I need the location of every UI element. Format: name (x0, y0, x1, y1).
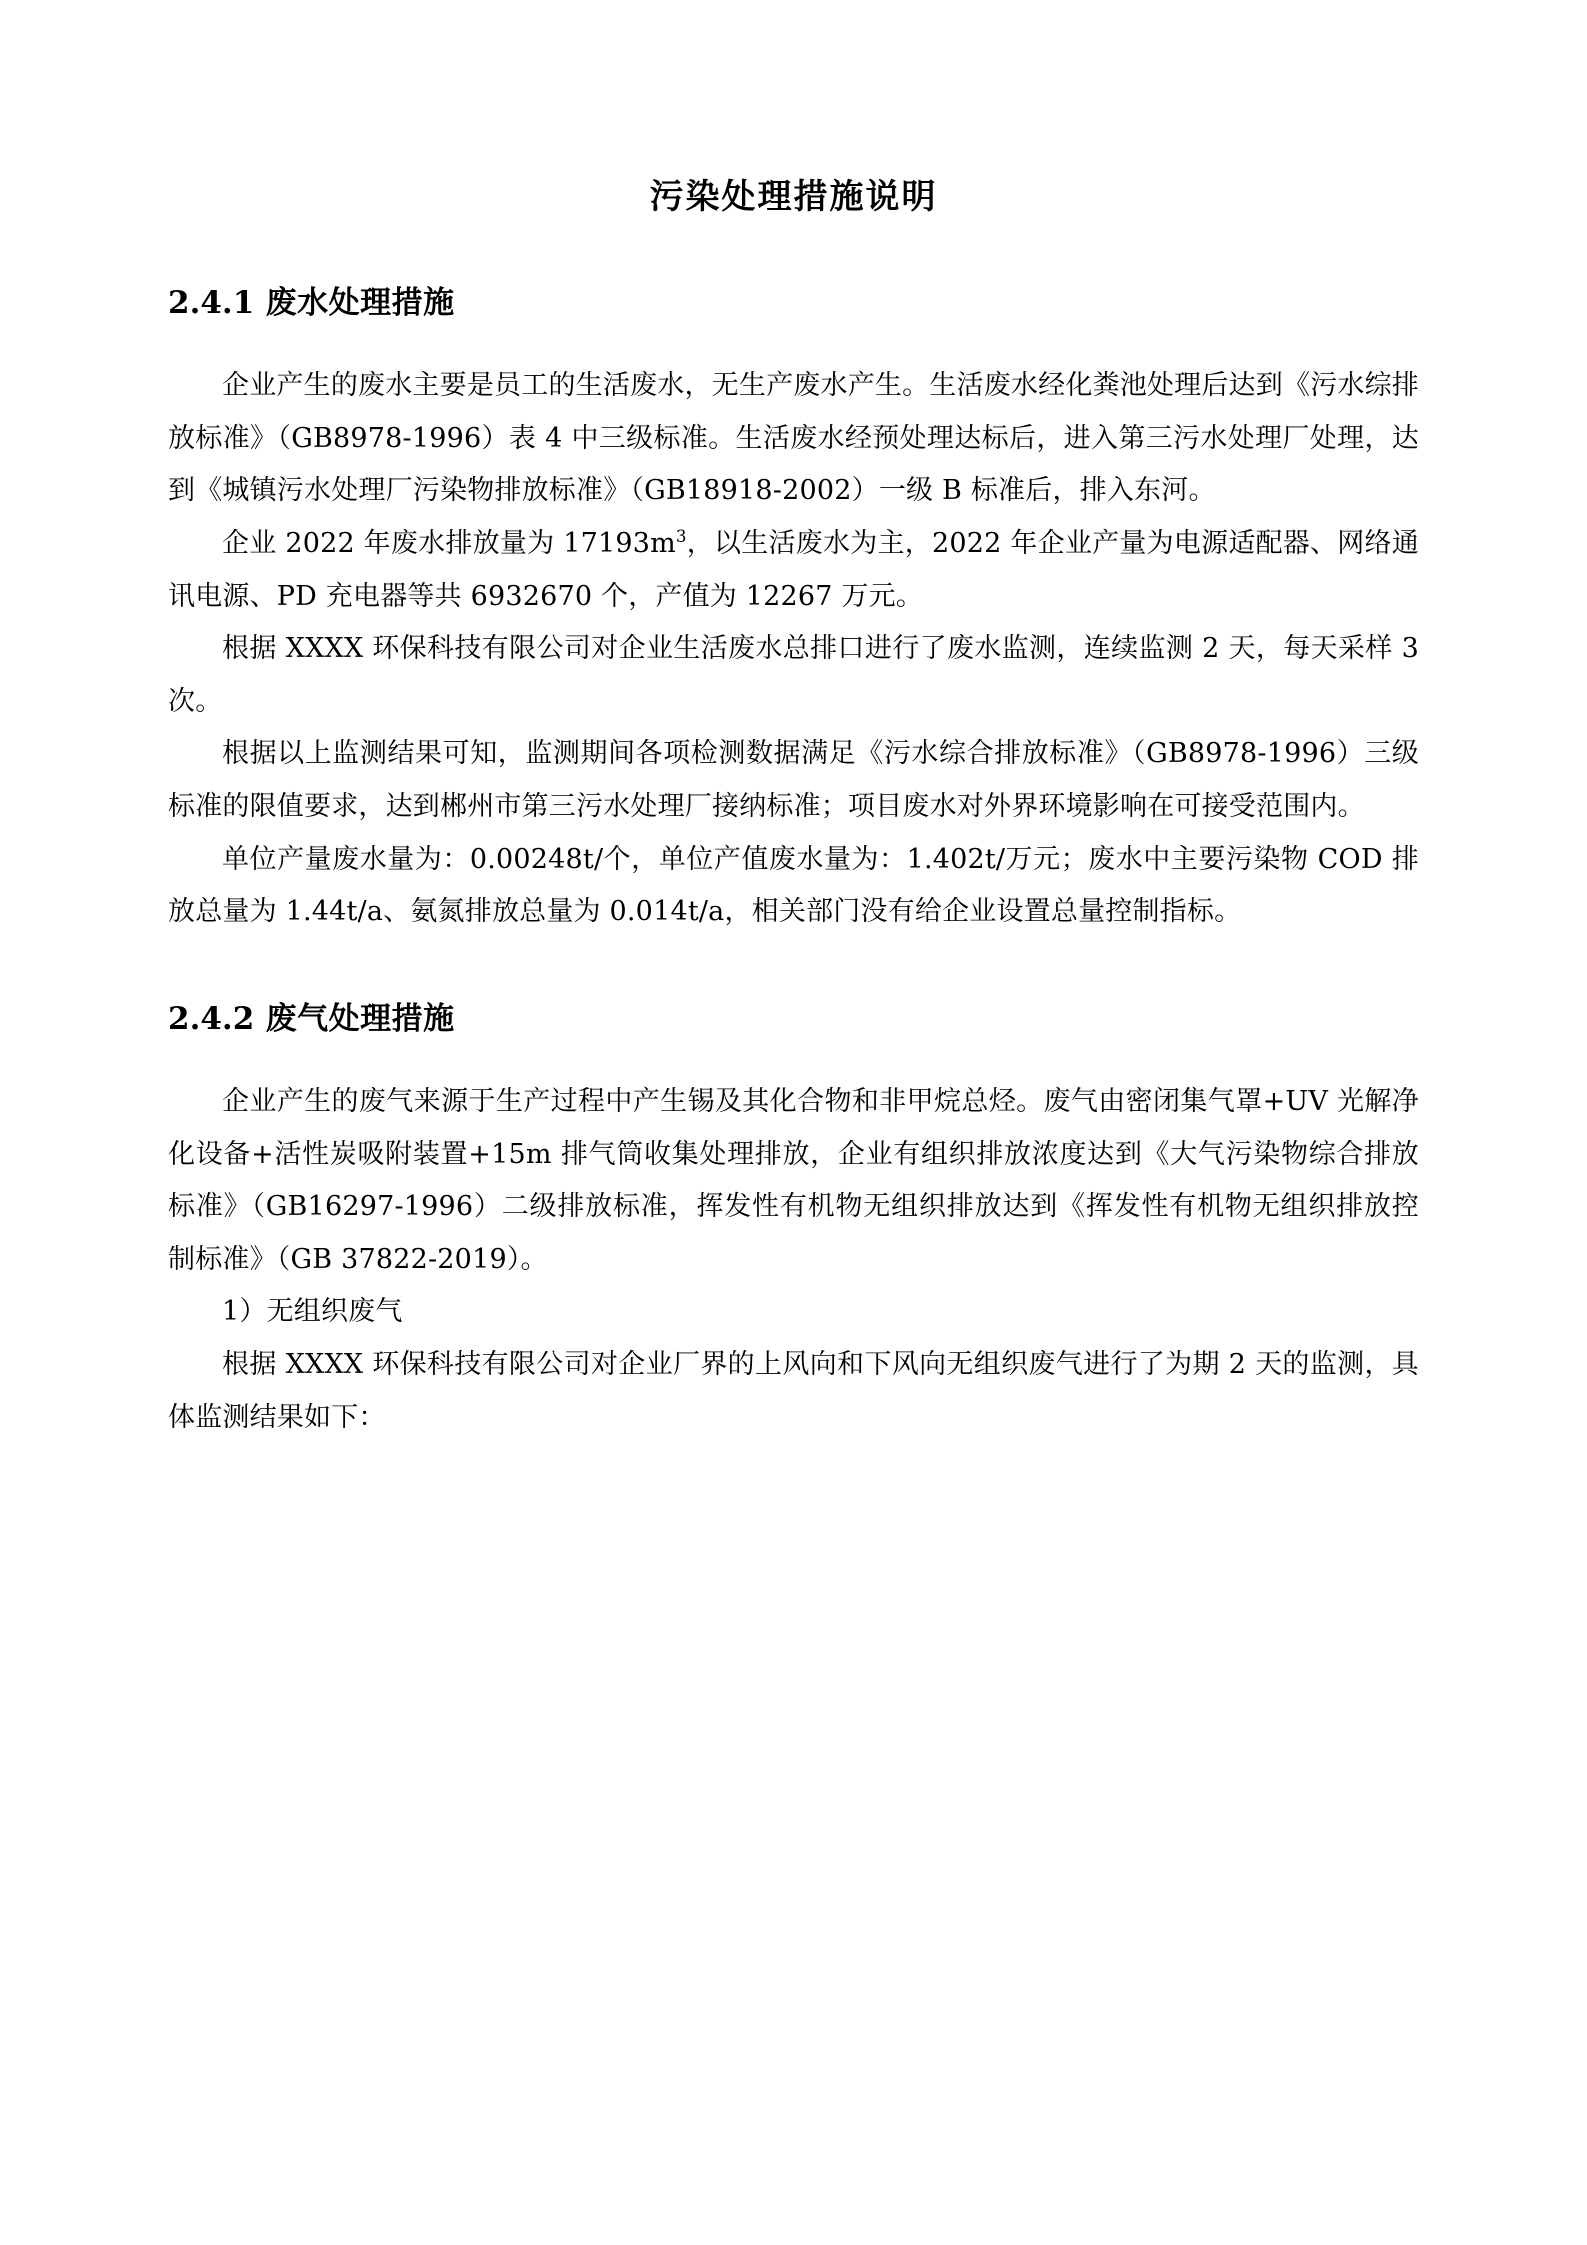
cubic-meter-exponent: 3 (675, 525, 687, 546)
paragraph-wastewater-results: 根据以上监测结果可知，监测期间各项检测数据满足《污水综合排放标准》（GB8978-1996）三级标准的限值要求，达到郴州市第三污水处理厂接纳标准；项目废水对外界环境影响在可接受范围内。 (168, 738, 1419, 823)
paragraph-fugitive-gas-monitoring: 根据 XXXX 环保科技有限公司对企业厂界的上风向和下风向无组织废气进行了为期 2 天的监测，具体监测结果如下： (168, 1349, 1419, 1433)
paragraph-wastewater-monitoring: 根据 XXXX 环保科技有限公司对企业生活废水总排口进行了废水监测，连续监测 2 天，每天采样 3 次。 (168, 633, 1419, 717)
page-title: 污染处理措施说明 (649, 177, 938, 217)
paragraph-wastewater-volume (168, 518, 1419, 623)
section-number: 2.4.2 (168, 1000, 255, 1037)
section-heading-2-4-1 (168, 281, 1419, 326)
paragraph-wastewater-overview: 企业产生的废水主要是员工的生活废水，无生产废水产生。生活废水经化粪池处理后达到《污水综排放标准》（GB8978-1996）表 4 中三级标准。生活废水经预处理达标后，进入第三污水处理厂处理，达到《城镇污水处理厂污染物排放标准》（GB18918-2002）一级 B 标准后，排入东河。 (168, 369, 1419, 507)
section-heading-2-4-2 (168, 997, 1419, 1042)
paragraph-wastewater-volume-post: ，以生活废水为主，2022 年企业产量为电源适配器、网络通讯电源、PD 充电器等共 6932670 个，产值为 12267 万元。 (168, 527, 1419, 612)
section-number: 2.4.1 (168, 285, 255, 321)
paragraph-wastegas-overview: 企业产生的废气来源于生产过程中产生锡及其化合物和非甲烷总烃。废气由密闭集气罩+UV 光解净化设备+活性炭吸附装置+15m 排气筒收集处理排放，企业有组织排放浓度达到《大气污染物综合排放标准》（GB16297-1996）二级排放标准，挥发性有机物无组织排放达到《挥发性有机物无组织排放控制标准》（GB 37822-2019）。 (168, 1085, 1419, 1275)
section-heading-label: 废气处理措施 (265, 1000, 455, 1037)
section-heading-label: 废水处理措施 (265, 285, 455, 321)
paragraph-fugitive-gas-label: 1）无组织废气 (222, 1296, 403, 1328)
paragraph-wastewater-unit-load: 单位产量废水量为：0.00248t/个，单位产值废水量为：1.402t/万元；废水中主要污染物 COD 排放总量为 1.44t/a、氨氮排放总量为 0.014t/a，相关部门没有给企业设置总量控制指标。 (168, 843, 1419, 928)
paragraph-wastewater-volume-pre: 企业 2022 年废水排放量为 17193m (222, 527, 676, 559)
